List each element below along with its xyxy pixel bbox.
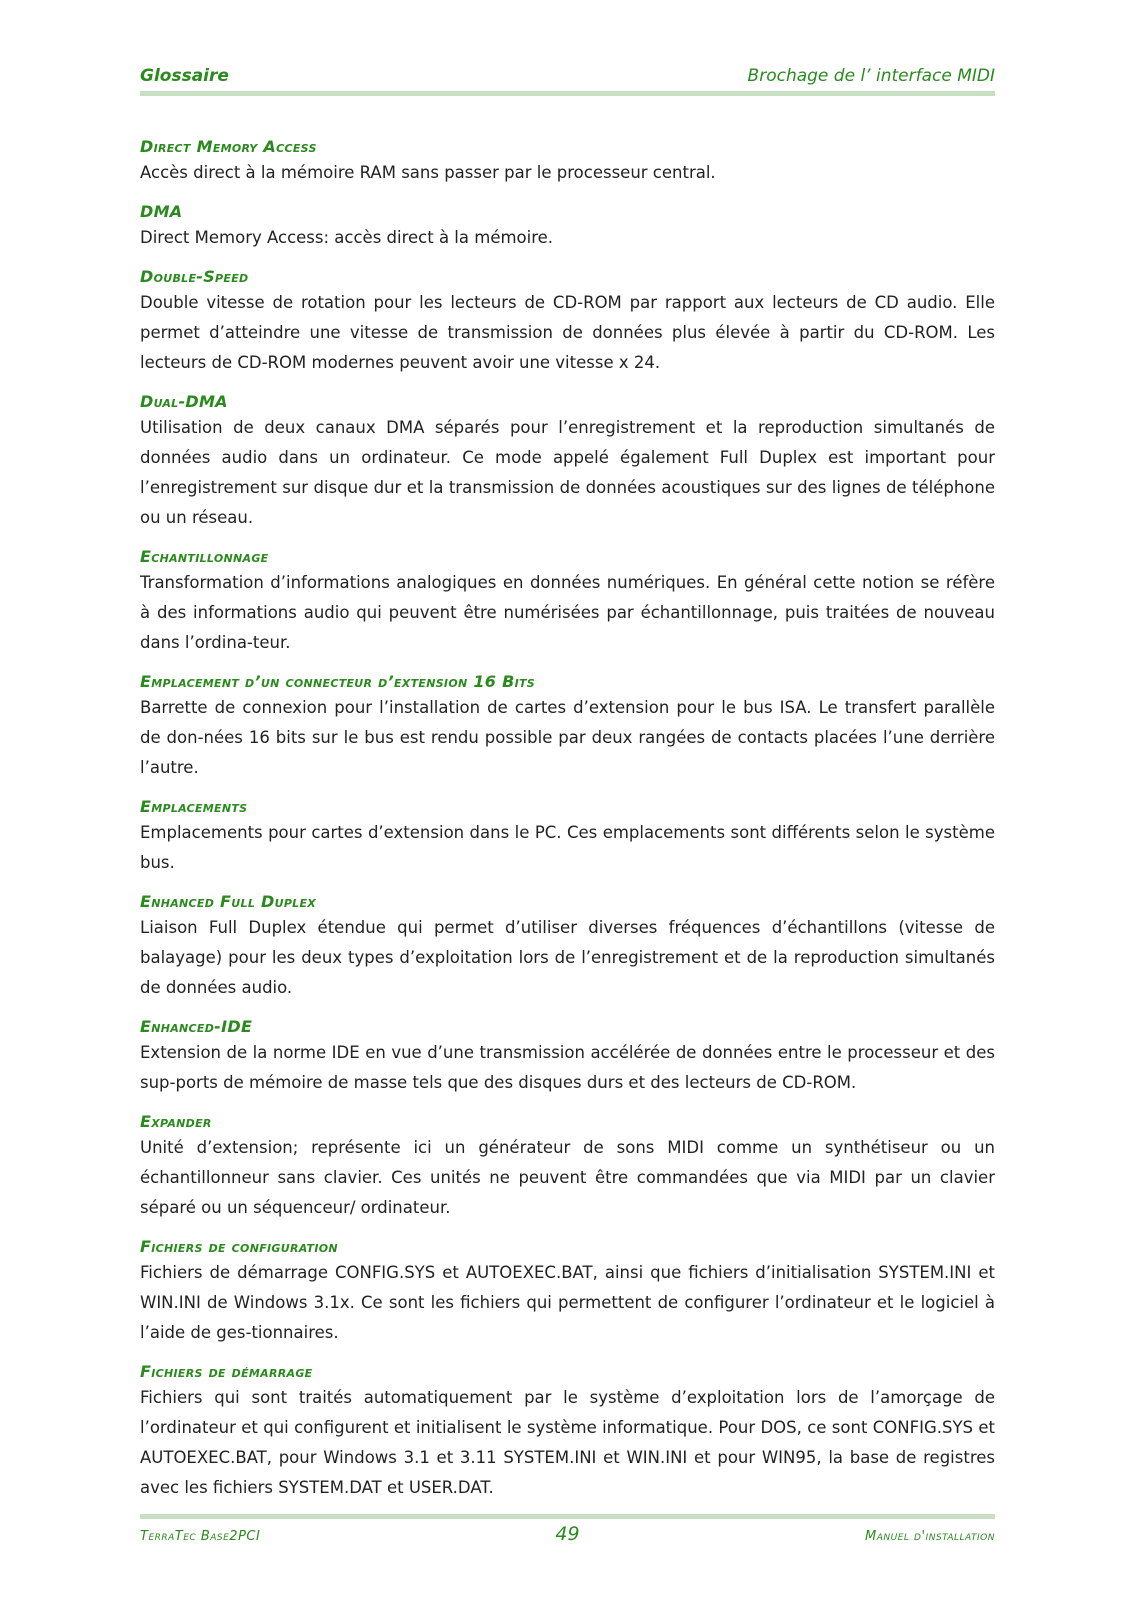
glossary-entry [140, 796, 995, 878]
glossary-definition: Fichiers qui sont traités automatiquement par le système d’exploitation lors de l’amorçage de l’ordinateur et qui configurent et initialisent le système informatique. Pour DOS, ce sont CONFIG.SYS et AUTOEXEC.BAT, pour Windows 3.1 et 3.11 SYSTEM.INI et WIN.INI et pour WIN95, la base de registres avec les fichiers SYSTEM.DAT et USER.DAT. [140, 1388, 995, 1497]
glossary-definition: Transformation d’informations analogiques en données numériques. En général cette notion se réfère à des informations audio qui peuvent être numérisées par échantillonnage, puis traitées de nouveau dans l’ordina-teur. [140, 573, 995, 652]
glossary-entry [140, 1111, 995, 1223]
glossary-definition: Unité d’extension; représente ici un générateur de sons MIDI comme un synthétiseur ou un échantillonneur sans clavier. Ces unités ne peuvent être commandées que via MIDI par un clavier séparé ou un séquenceur/ ordinateur. [140, 1138, 995, 1217]
glossary-entry [140, 391, 995, 533]
glossary-term: Double-Speed [140, 267, 249, 286]
page-number: 49 [555, 1523, 580, 1545]
glossary-definition: Double vitesse de rotation pour les lecteurs de CD-ROM par rapport aux lecteurs de CD audio. Elle permet d’atteindre une vitesse de transmission de données plus élevée à partir du CD-ROM. Les lecteurs de CD-ROM modernes peuvent avoir une vitesse x 24. [140, 293, 995, 372]
glossary-entry [140, 546, 995, 658]
glossary-list [140, 136, 995, 1516]
glossary-term: Direct Memory Access [140, 137, 317, 156]
page-footer [140, 1523, 995, 1551]
glossary-definition: Liaison Full Duplex étendue qui permet d’utiliser diverses fréquences d’échantillons (vitesse de balayage) pour les deux types d’exploitation lors de l’enregistrement et de la reproduction simultanés de données audio. [140, 918, 995, 997]
footer-rule [140, 1514, 995, 1519]
glossary-definition: Fichiers de démarrage CONFIG.SYS et AUTOEXEC.BAT, ainsi que fichiers d’initialisation SYSTEM.INI et WIN.INI de Windows 3.1x. Ce sont les fichiers qui permettent de configurer l’ordinateur et le logiciel à l’aide de ges-tionnaires. [140, 1263, 995, 1342]
glossary-entry [140, 1236, 995, 1348]
glossary-definition: Utilisation de deux canaux DMA séparés pour l’enregistrement et la reproduction simultanés de données audio dans un ordinateur. Ce mode appelé également Full Duplex est important pour l’enregistrement sur disque dur et la transmission de données acoustiques sur des lignes de téléphone ou un réseau. [140, 418, 995, 527]
glossary-entry [140, 266, 995, 378]
glossary-definition: Emplacements pour cartes d’extension dans le PC. Ces emplacements sont différents selon le système bus. [140, 823, 995, 872]
footer-product-name: TerraTec Base2PCI [140, 1529, 261, 1544]
glossary-entry [140, 671, 995, 783]
glossary-term: DMA [140, 202, 183, 221]
glossary-definition: Direct Memory Access: accès direct à la mémoire. [140, 228, 554, 247]
glossary-entry [140, 891, 995, 1003]
glossary-term: Enhanced Full Duplex [140, 892, 317, 911]
glossary-entry [140, 136, 995, 188]
glossary-definition: Accès direct à la mémoire RAM sans passer par le processeur central. [140, 163, 716, 182]
glossary-term: Enhanced-IDE [140, 1017, 253, 1036]
glossary-definition: Extension de la norme IDE en vue d’une transmission accélérée de données entre le processeur et des sup-ports de mémoire de masse tels que des disques durs et des lecteurs de CD-ROM. [140, 1043, 995, 1092]
page-header [140, 66, 995, 86]
glossary-entry [140, 1016, 995, 1098]
glossary-definition: Barrette de connexion pour l’installation de cartes d’extension pour le bus ISA. Le transfert parallèle de don-nées 16 bits sur le bus est rendu possible par deux rangées de contacts placées l’une derrière l’autre. [140, 698, 995, 777]
glossary-term: Fichiers de démarrage [140, 1362, 313, 1381]
glossary-term: Echantillonnage [140, 547, 269, 566]
glossary-entry [140, 1361, 995, 1503]
glossary-term: Fichiers de configuration [140, 1237, 338, 1256]
footer-manual-title: Manuel d'installation [865, 1529, 995, 1544]
glossary-term: Emplacement d’un connecteur d’extension 16 Bits [140, 672, 535, 691]
header-rule [140, 91, 995, 96]
header-chapter-title: Brochage de l’ interface MIDI [747, 66, 995, 86]
glossary-term: Expander [140, 1112, 212, 1131]
glossary-entry [140, 201, 995, 253]
glossary-term: Emplacements [140, 797, 248, 816]
glossary-term: Dual-DMA [140, 392, 228, 411]
header-section-title: Glossaire [140, 66, 229, 86]
